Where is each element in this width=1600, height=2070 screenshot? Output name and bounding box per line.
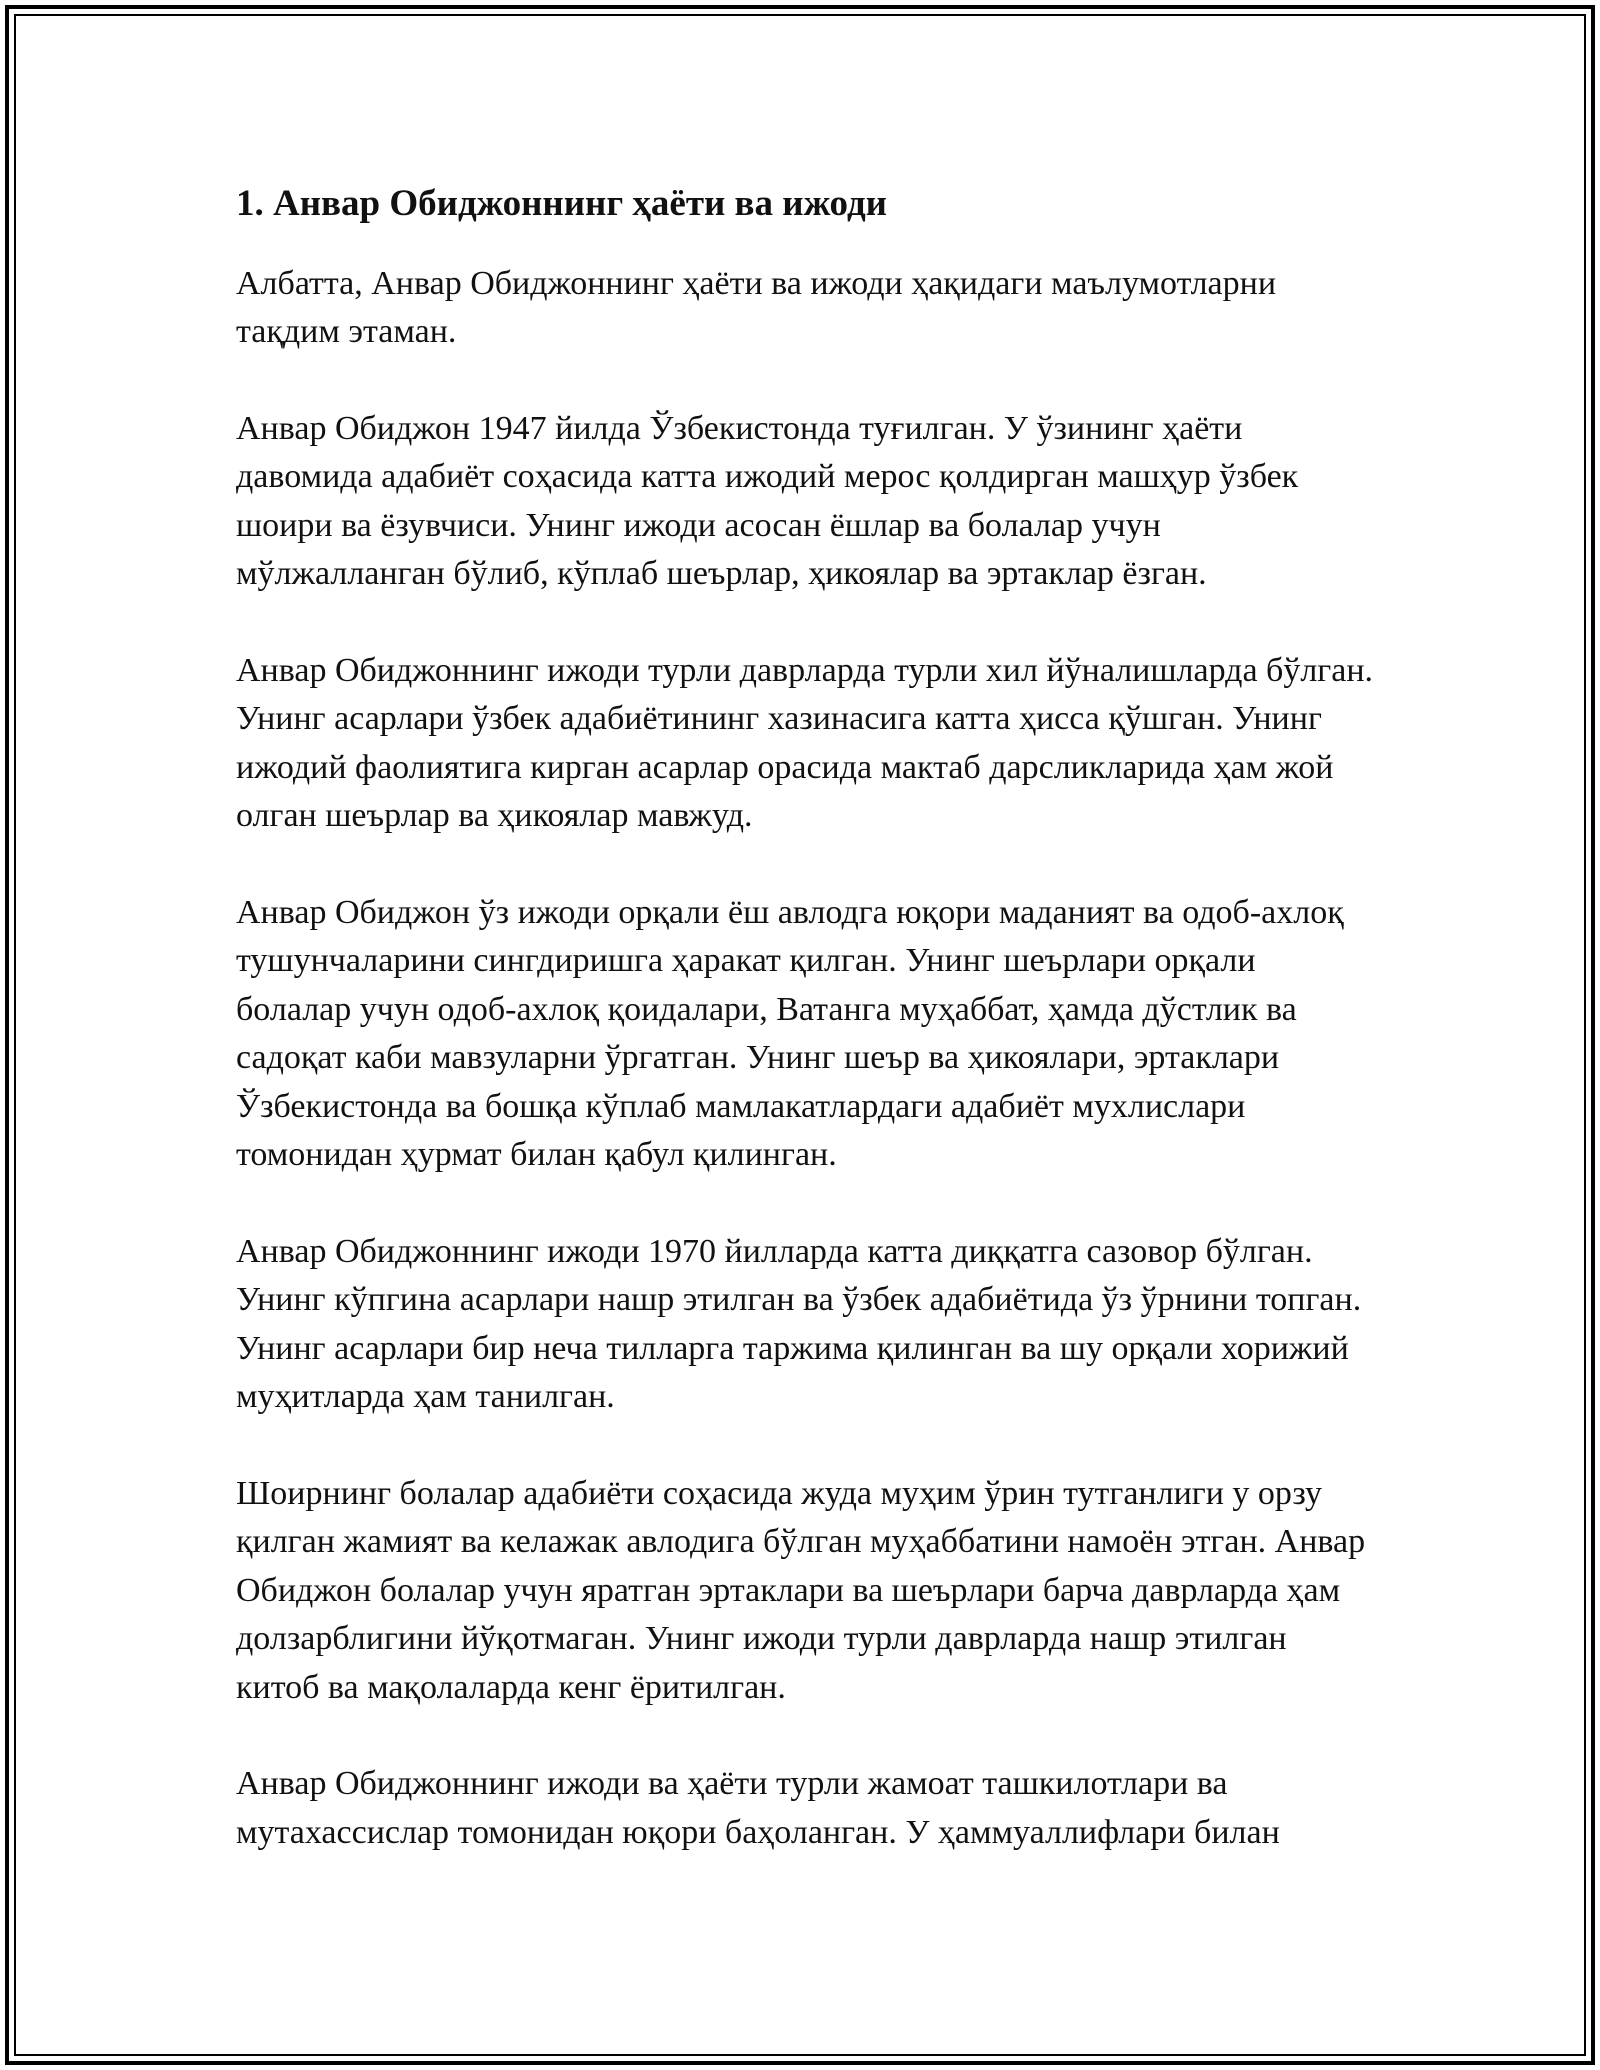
paragraph-intro: Албатта, Анвар Обиджоннинг ҳаёти ва ижоди ҳақидаги маълумотларни тақдим этаман. <box>236 264 1277 351</box>
section-heading: 1. Анвар Обиджоннинг ҳаёти ва ижоди <box>236 183 887 224</box>
paragraph-biography: Анвар Обиджон 1947 йилда Ўзбекистонда туғилган. У ўзининг ҳаёти давомида адабиёт соҳасида катта ижодий мерос қолдирган машҳур ўзбек шоири ва ёзувчиси. Унинг ижоди асосан ёшлар ва болалар учун мўлжалланган бўлиб, кўплаб шеърлар, ҳикоялар ва эртаклар ёзган. <box>236 409 1299 593</box>
paragraph-childrens-literature: Шоирнинг болалар адабиёти соҳасида жуда муҳим ўрин тутганлиги у орзу қилган жамият ва келажак авлодига бўлган муҳаббатини намоён этган. Анвар Обиджон болалар учун яратган эртаклари ва шеърлари барча даврларда ҳам долзарблигини йўқотмаган. Унинг ижоди турли даврларда нашр этилган китоб ва мақолаларда кенг ёритилган. <box>236 1474 1366 1706</box>
paragraph-moral-education: Анвар Обиджон ўз ижоди орқали ёш авлодга юқори маданият ва одоб-ахлоқ тушунчаларини сингдиришга ҳаракат қилган. Унинг шеърлари орқали болалар учун одоб-ахлоқ қоидалари, Ватанга муҳаббат, ҳамда дўстлик ва садоқат каби мавзуларни ўргатган. Унинг шеър ва ҳикоялари, эртаклари Ўзбекистонда ва бошқа кўплаб мамлакатлардаги адабиёт мухлислари томонидан ҳурмат билан қабул қилинган. <box>236 893 1344 1174</box>
paragraph-recognition: Анвар Обиджоннинг ижоди ва ҳаёти турли жамоат ташкилотлари ва мутахассислар томонидан юқори баҳоланган. У ҳаммуаллифлари билан <box>236 1765 1280 1851</box>
paragraph-1970s: Анвар Обиджоннинг ижоди 1970 йилларда катта диққатга сазовор бўлган. Унинг кўпгина асарлари нашр этилган ва ўзбек адабиётида ўз ўрнини топган. Унинг асарлари бир неча тилларга таржима қилинган ва шу орқали хорижий муҳитларда ҳам танилган. <box>236 1232 1362 1416</box>
paragraph-creative-directions: Анвар Обиджоннинг ижоди турли даврларда турли хил йўналишларда бўлган. Унинг асарлари ўзбек адабиётининг хазинасига катта ҳисса қўшган. Унинг ижодий фаолиятига кирган асарлар орасида мактаб дарсликларида ҳам жой олган шеърлар ва ҳикоялар мавжуд. <box>236 651 1374 835</box>
document-body <box>236 178 1376 1905</box>
